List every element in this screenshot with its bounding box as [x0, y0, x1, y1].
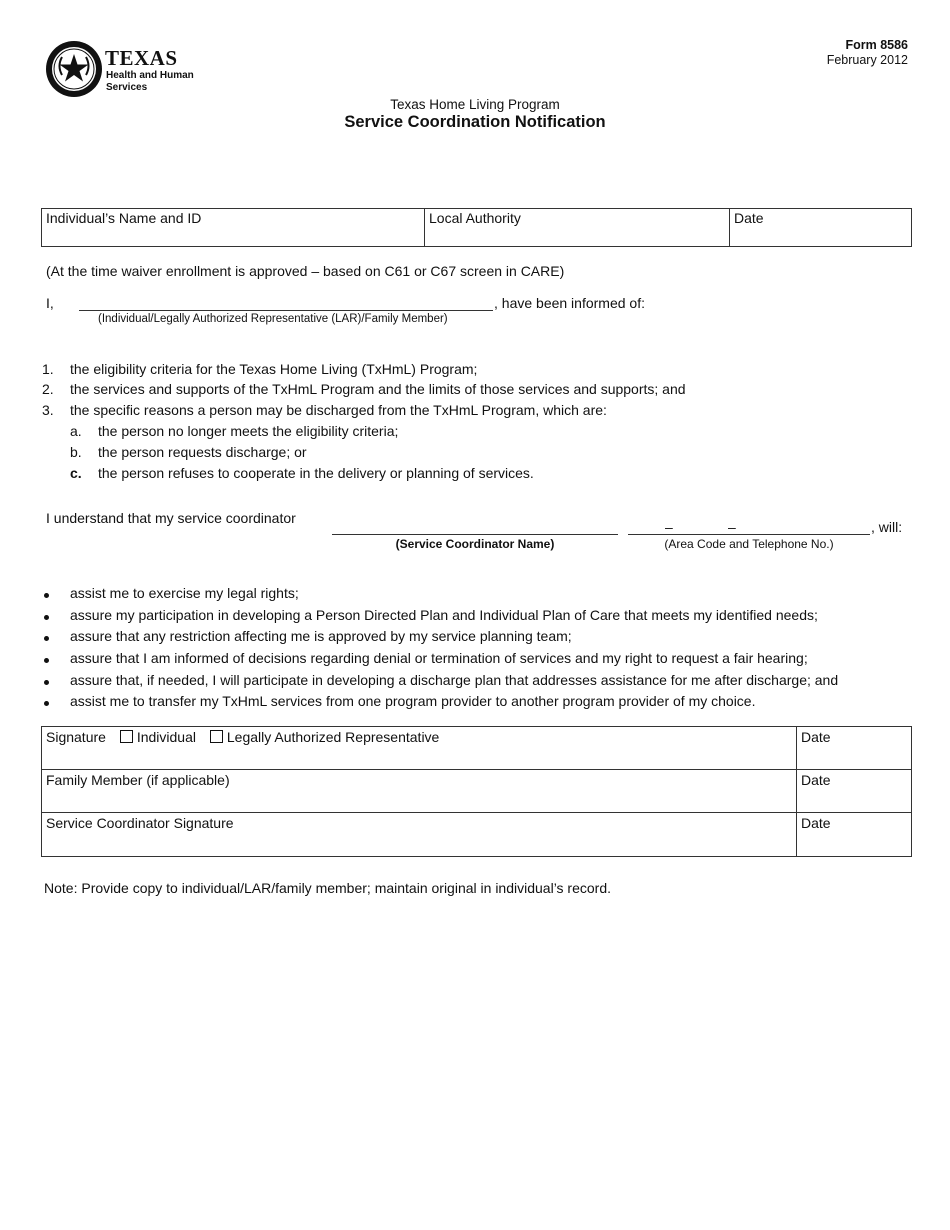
- title-block: [0, 97, 950, 132]
- logo-wordmark: TEXAS: [105, 46, 178, 70]
- individual-label: Individual: [136, 729, 196, 745]
- local-authority-label: Local Authority: [429, 210, 521, 226]
- bullet-icon: [44, 593, 49, 598]
- phone-dash-1: –: [665, 519, 673, 535]
- identity-table: [41, 208, 912, 247]
- informed-caption: (Individual/Legally Authorized Representative (LAR)/Family Member): [98, 313, 448, 325]
- enrollment-note: (At the time waiver enrollment is approved – based on C61 or C67 screen in CARE): [46, 263, 565, 279]
- phone-dash-2: –: [728, 519, 736, 535]
- list-item: 3. the specific reasons a person may be discharged from the TxHmL Program, which are:: [42, 402, 607, 418]
- texas-seal-icon: [45, 40, 103, 98]
- date-label: Date: [734, 210, 764, 226]
- list-item: assist me to exercise my legal rights;: [42, 585, 299, 601]
- form-number-block: [827, 38, 908, 68]
- signature-label: Signature: [46, 729, 106, 745]
- date-field[interactable]: [730, 209, 911, 246]
- hhs-logo: [45, 40, 195, 100]
- bullet-icon: [44, 701, 49, 706]
- signature-row: [42, 727, 911, 770]
- list-item: assure that, if needed, I will participate in developing a discharge plan that addresses assistance for me after discharge; and: [42, 672, 838, 688]
- bullet-icon: [44, 658, 49, 663]
- informed-name-line[interactable]: [79, 310, 493, 311]
- individual-checkbox[interactable]: [120, 730, 133, 743]
- sub-list-item: c. the person refuses to cooperate in the delivery or planning of services.: [70, 465, 534, 481]
- informed-suffix: , have been informed of:: [494, 295, 645, 311]
- form-date: February 2012: [826, 53, 908, 67]
- coordinator-name-line[interactable]: [332, 534, 618, 535]
- lar-checkbox[interactable]: [210, 730, 223, 743]
- family-member-label: Family Member (if applicable): [46, 772, 230, 788]
- footer-note: Note: Provide copy to individual/LAR/family member; maintain original in individual’s record.: [44, 880, 612, 896]
- coordinator-signature-row[interactable]: [42, 813, 911, 856]
- coordinator-phone-caption: (Area Code and Telephone No.): [664, 537, 834, 551]
- page-title: Service Coordination Notification: [344, 113, 606, 131]
- lar-label: Legally Authorized Representative: [226, 729, 440, 745]
- list-item: assure that any restriction affecting me is approved by my service planning team;: [42, 628, 572, 644]
- informed-prefix: I,: [46, 295, 54, 311]
- list-item: assure that I am informed of decisions regarding denial or termination of services and my right to request a fair hearing;: [42, 650, 808, 666]
- family-date-field[interactable]: Date: [796, 770, 835, 812]
- family-member-row[interactable]: [42, 770, 911, 813]
- program-name: Texas Home Living Program: [390, 97, 560, 112]
- bullet-icon: [44, 680, 49, 685]
- local-authority-field[interactable]: [425, 209, 730, 246]
- coordinator-lead: I understand that my service coordinator: [46, 510, 296, 526]
- coordinator-suffix: , will:: [871, 519, 903, 535]
- coordinator-date-field[interactable]: Date: [796, 813, 835, 856]
- form-number: Form 8586: [845, 38, 908, 52]
- list-item: 1. the eligibility criteria for the Texas Home Living (TxHmL) Program;: [42, 361, 478, 377]
- sub-list-item: b. the person requests discharge; or: [70, 444, 307, 460]
- bullet-icon: [44, 615, 49, 620]
- signature-table: [41, 726, 912, 857]
- bullet-icon: [44, 636, 49, 641]
- logo-subtitle: Health and Human Services: [106, 70, 194, 93]
- individual-name-label: Individual’s Name and ID: [46, 210, 202, 226]
- coordinator-name-caption: (Service Coordinator Name): [395, 537, 555, 551]
- list-item: assure my participation in developing a Person Directed Plan and Individual Plan of Care that meets my identified needs;: [42, 607, 818, 623]
- list-item: assist me to transfer my TxHmL services from one program provider to another program provider of my choice.: [42, 693, 755, 709]
- list-item: 2. the services and supports of the TxHmL Program and the limits of those services and supports; and: [42, 381, 686, 397]
- signature-date-field[interactable]: Date: [796, 727, 835, 769]
- sub-list-item: a. the person no longer meets the eligibility criteria;: [70, 423, 399, 439]
- coordinator-signature-label: Service Coordinator Signature: [46, 815, 234, 831]
- individual-name-field[interactable]: [42, 209, 425, 246]
